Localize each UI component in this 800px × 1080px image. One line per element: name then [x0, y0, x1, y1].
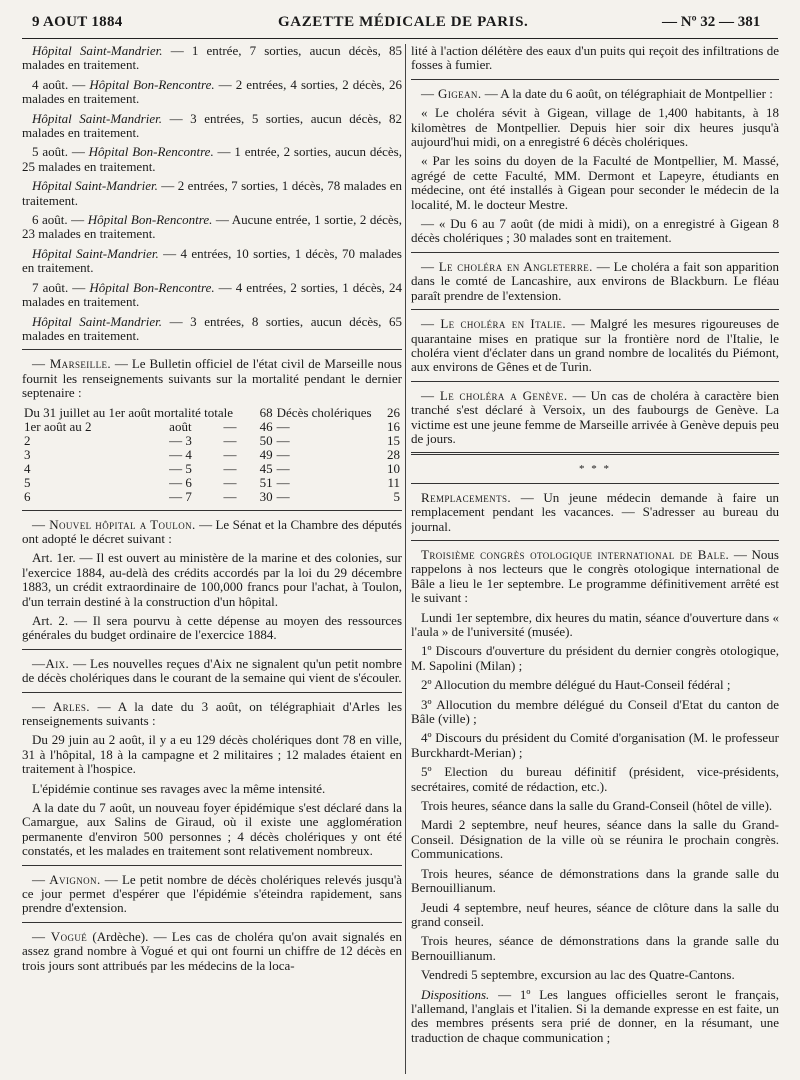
paragraph-congres: Troisième congrès otologique international de Bale. — Nous rappelons à nos lecteurs que le congrès otologique international de Bâle a lieu le 1er septembre. Le programme définitivement arrêté est le suivant : [411, 546, 779, 606]
paragraph: Trois heures, séance de démonstrations dans la grande salle du Bernouillianum. [411, 933, 779, 963]
section-rule [411, 309, 779, 310]
paragraph-dispositions: Dispositions. — 1º Les langues officielles seront le français, l'allemand, l'anglais et l'italien. Si la demande expresse en est faite, un des membres présents sera prié de donner, en la résumant, une traduction de chaque communication ; [411, 986, 779, 1045]
column-divider [405, 44, 406, 1074]
table-cell: 26 [387, 404, 400, 420]
paragraph: 6 août. — Hôpital Bon-Rencontre. — Aucune entrée, 1 sortie, 2 décès, 23 malades en traitement. [22, 212, 402, 242]
table-cell: 11 [387, 474, 400, 490]
paragraph: Vendredi 5 septembre, excursion au lac des Quatre-Cantons. [421, 967, 735, 983]
table-cell: — 3 [169, 432, 192, 448]
section-rule [22, 349, 402, 350]
asterism: * * * [579, 463, 611, 476]
table-cell: 46 [259, 418, 273, 434]
paragraph: Mardi 2 septembre, neuf heures, séance dans la salle du Grand-Conseil. Désignation de la ville où se réunira le prochain congrès. Communications. [411, 817, 779, 862]
table-cell: 50 [259, 432, 273, 448]
table-cell: 4 [24, 460, 31, 476]
paragraph: 7 août. — Hôpital Bon-Rencontre. — 4 entrées, 2 sorties, 1 décès, 24 malades en traitement. [22, 279, 402, 310]
paragraph: L'épidémie continue ses ravages avec la même intensité. [32, 780, 326, 796]
paragraph-vogue: — Vogué (Ardèche). — Les cas de choléra qu'on avait signalés en assez grand nombre à Vogué et qui ont fourni un chiffre de 12 décès en trois jours sont attribués par les médecins de la loca- [22, 928, 402, 973]
table-cell: Décès cholériques [276, 404, 372, 420]
article-2: Art. 2. — Il sera pourvu à cette dépense au moyen des ressources générales du budget ordinaire de l'exercice 1884. [22, 612, 402, 643]
paragraph: « Par les soins du doyen de la Faculté de Montpellier, M. Massé, agrégé de cette Faculté, MM. Dermont et Lapeyre, étudiants en médecine, ont été installés à Gigean pour seconder le médecin de la localité, M. le docteur Mestre. [411, 153, 779, 212]
table-cell: 30 [259, 488, 273, 504]
section-rule [411, 540, 779, 541]
paragraph: 4 août. — Hôpital Bon-Rencontre. — 2 entrées, 4 sorties, 2 décès, 26 malades en traitement. [22, 76, 402, 107]
issue-page-number: — Nº 32 — 381 [662, 14, 761, 30]
table-row [22, 420, 402, 434]
paragraph-remplacements: Remplacements. — Un jeune médecin demande à faire un remplacement pendant les vacances. — S'adresser au bureau du journal. [411, 489, 779, 534]
table-cell: août [169, 418, 192, 434]
table-cell: 5 [393, 488, 400, 504]
journal-title: GAZETTE MÉDICALE DE PARIS. [278, 14, 529, 30]
paragraph: Du 29 juin au 2 août, il y a eu 129 décès cholériques dont 78 en ville, 31 à l'hôpital, 18 à la campagne et 2 militaires ; 12 malades étaient en traitement à l'hospice. [22, 732, 402, 777]
left-column [22, 44, 402, 1074]
table-cell: 28 [387, 446, 400, 462]
paragraph: A la date du 7 août, un nouveau foyer épidémique s'est déclaré dans la Camargue, aux Salins de Giraud, où il existe une agglomération permanente d'environ 500 personnes ; 4 décès cholériques y ont été constatés, et les malades en traitement sont relativement nombreux. [22, 800, 402, 859]
table-cell: 16 [387, 418, 400, 434]
program-item: 3º Allocution du membre délégué du Conseil d'Etat du canton de Bâle (ville) ; [411, 696, 779, 727]
table-cell: — [223, 432, 237, 448]
paragraph-avignon: — Avignon. — Le petit nombre de décès cholériques relevés jusqu'à ce jour permet d'espérer que l'épidémie s'éteindra rapidement, sans prendre d'extension. [22, 871, 402, 916]
paragraph: — « Du 6 au 7 août (de midi à midi), on a enregistré à Gigean 8 décès cholériques ; 30 malades sont en traitement. [411, 216, 779, 246]
paragraph: 5 août. — Hôpital Bon-Rencontre. — 1 entrée, 2 sorties, aucun décès, 25 malades en traitement. [22, 144, 402, 174]
paragraph-italie: — Le choléra en Italie. — Malgré les mesures rigoureuses de quarantaine mises en pratique sur la frontière nord de l'Italie, le choléra vient d'éclater dans un grand nombre de localités du Piémont, aux environs de Gênes et de Turin. [411, 316, 779, 375]
table-cell: — [276, 460, 290, 476]
table-cell: 51 [259, 474, 273, 490]
paragraph-geneve: — Le choléra a Genève. — Un cas de choléra à caractère bien tranché s'est déclaré à Versoix, un des faubourgs de Genève. La victime est une jeune femme de Marseille arrivée à Genève depuis peu de jours. [411, 387, 779, 446]
section-rule [22, 510, 402, 511]
section-rule [22, 692, 402, 693]
table-cell: — [276, 432, 290, 448]
table-cell: 49 [259, 446, 273, 462]
table-cell: — [223, 418, 237, 434]
section-rule [411, 483, 779, 484]
paragraph: « Le choléra sévit à Gigean, village de 1,400 habitants, à 18 kilomètres de Montpellier. Depuis hier soir dix heures jusqu'à aujourd'hui midi, on a enregistré 6 décès cholériques. [411, 105, 779, 150]
paragraph: Jeudi 4 septembre, neuf heures, séance de clôture dans la salle du grand conseil. [411, 899, 779, 929]
paragraph: lité à l'action délétère des eaux d'un puits qui reçoit des infiltrations de fosses à fumier. [411, 44, 779, 73]
mortality-table [22, 406, 402, 504]
table-cell: 6 [24, 488, 31, 504]
paragraph: Trois heures, séance de démonstrations dans la grande salle du Bernouillianum. [411, 865, 779, 896]
paragraph: Hôpital Saint-Mandrier. — 3 entrées, 5 sorties, aucun décès, 82 malades en traitement. [22, 110, 402, 141]
section-rule [411, 381, 779, 382]
section-double-rule [411, 452, 779, 455]
table-row [22, 434, 402, 448]
table-cell: — [223, 460, 237, 476]
table-cell: — [223, 488, 237, 504]
paragraph: Hôpital Saint-Mandrier. — 4 entrées, 10 sorties, 1 décès, 70 malades en traitement. [22, 245, 402, 276]
program-item: 2º Allocution du membre délégué du Haut-Conseil fédéral ; [421, 677, 731, 693]
table-cell: — 4 [169, 446, 192, 462]
table-cell: Du 31 juillet au 1er août mortalité totale [24, 404, 234, 420]
header-date: 9 AOUT 1884 [32, 14, 123, 30]
table-cell: — [276, 474, 290, 490]
section-rule [411, 252, 779, 253]
table-cell: 45 [259, 460, 273, 476]
table-cell: 1er août au 2 [24, 418, 92, 434]
paragraph-marseille: — Marseille. — Le Bulletin officiel de l'état civil de Marseille nous fournit les renseignements suivants sur la mortalité pendant le dernier septenaire : [22, 356, 402, 401]
table-cell: 2 [24, 432, 31, 448]
paragraph-angleterre: — Le choléra en Angleterre. — Le choléra a fait son apparition dans le comté de Lancashire, aux environs de Blackburn. Le fléau paraît prendre de l'extension. [411, 258, 779, 303]
table-cell: — [276, 418, 290, 434]
paragraph: Lundi 1er septembre, dix heures du matin, séance d'ouverture dans « l'aula » de l'université (musée). [411, 609, 779, 639]
page-header [0, 0, 800, 44]
paragraph: Hôpital Saint-Mandrier. — 1 entrée, 7 sorties, aucun décès, 85 malades en traitement. [22, 44, 402, 73]
table-cell: — [223, 446, 237, 462]
paragraph-toulon: — Nouvel hôpital a Toulon. — Le Sénat et la Chambre des députés ont adopté le décret suivant : [22, 516, 402, 546]
table-cell: — [276, 446, 290, 462]
table-cell: — 7 [169, 488, 192, 504]
table-cell: 3 [24, 446, 31, 462]
table-cell: — [223, 474, 237, 490]
table-cell: — 5 [169, 460, 192, 476]
program-item: 1º Discours d'ouverture du président du dernier congrès otologique, M. Sapolini (Milan) ; [411, 643, 779, 673]
right-column [411, 44, 779, 1074]
table-cell: 68 [259, 404, 273, 420]
paragraph-arles: — Arles. — A la date du 3 août, on télégraphiait d'Arles les renseignements suivants : [22, 698, 402, 728]
program-item: 4º Discours du président du Comité d'organisation (M. le professeur Burckhardt-Merian) ; [411, 730, 779, 760]
table-cell: — [276, 488, 290, 504]
article-1: Art. 1er. — Il est ouvert au ministère de la marine et des colonies, sur l'exercice 1884, au-delà des crédits accordés par la loi du 29 décembre 1883, un crédit extraordinaire de 100,000 francs pour l'achat, à Toulon, d'un terrain destiné à la construction d'un hôpital. [22, 550, 402, 609]
paragraph: Hôpital Saint-Mandrier. — 3 entrées, 8 sorties, aucun décès, 65 malades en traitement. [22, 313, 402, 343]
table-header-row [22, 406, 402, 420]
section-rule [22, 865, 402, 866]
table-row [22, 490, 402, 504]
paragraph-aix: —Aix. — Les nouvelles reçues d'Aix ne signalent qu'un petit nombre de décès cholériques dans le courant de la semaine qui vient de s'écouler. [22, 655, 402, 686]
header-rule [22, 38, 778, 39]
table-row [22, 476, 402, 490]
table-cell: — 6 [169, 474, 192, 490]
paragraph: Hôpital Saint-Mandrier. — 2 entrées, 7 sorties, 1 décès, 78 malades en traitement. [22, 178, 402, 208]
program-item: 5º Election du bureau définitif (président, vice-présidents, secrétaires, comité de rédaction, etc.). [411, 764, 779, 794]
section-rule [22, 922, 402, 923]
section-rule [22, 649, 402, 650]
paragraph: Trois heures, séance dans la salle du Grand-Conseil (hôtel de ville). [421, 798, 773, 814]
paragraph-gigean: — Gigean. — A la date du 6 août, on télégraphiait de Montpellier : [421, 85, 773, 101]
table-row [22, 448, 402, 462]
table-cell: 10 [387, 460, 400, 476]
table-row [22, 462, 402, 476]
table-cell: 15 [387, 432, 400, 448]
table-cell: 5 [24, 474, 31, 490]
section-rule [411, 79, 779, 80]
